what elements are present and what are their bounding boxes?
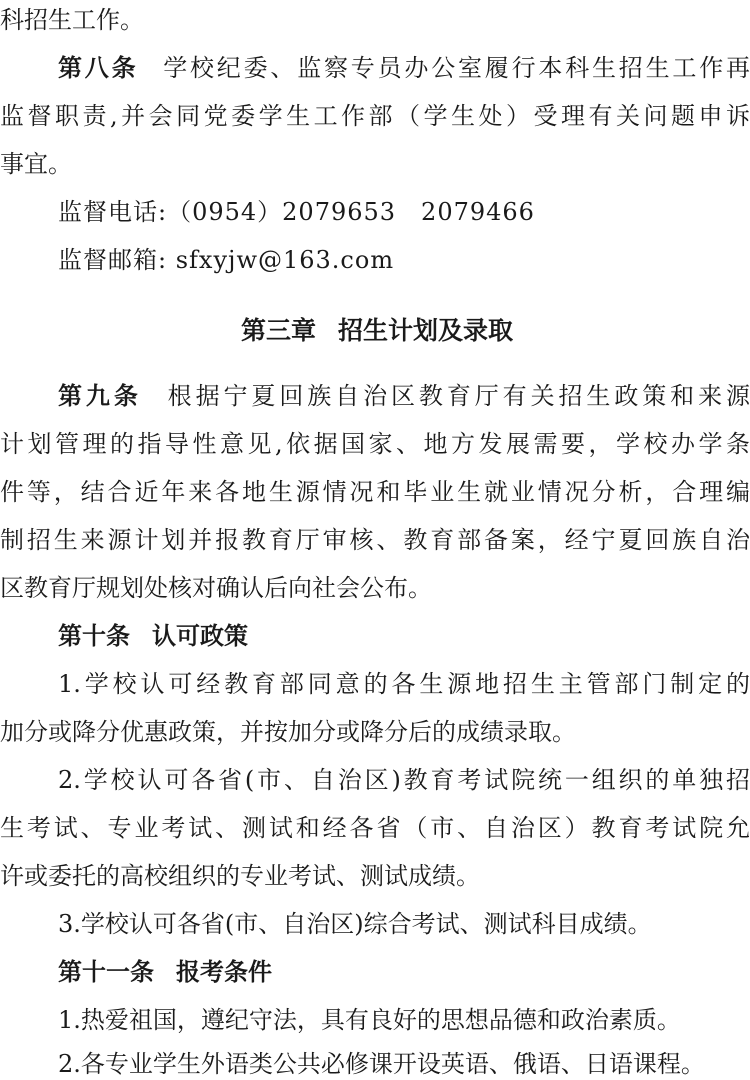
- article-8-heading: 第八条: [58, 54, 139, 82]
- text-line: 事宜。: [0, 150, 72, 178]
- article-9-heading: 第九条: [58, 382, 142, 410]
- article-8-paragraph: [58, 52, 750, 84]
- text-line: 生考试、专业考试、测试和经各省（市、自治区）教育考试院允: [0, 814, 750, 842]
- chapter-number: 第三章: [240, 316, 316, 345]
- text-line: 加分或降分优惠政策，并按加分或降分后的成绩录取。: [0, 718, 576, 746]
- text-line: 1.热爱祖国，遵纪守法，具有良好的思想品德和政治素质。: [58, 1006, 681, 1034]
- text-line: 件等，结合近年来各地生源情况和毕业生就业情况分析，合理编: [0, 478, 750, 506]
- article-10-heading: [58, 620, 750, 652]
- text-line: 制招生来源计划并报教育厅审核、教育部备案，经宁夏回族自治: [0, 526, 750, 554]
- article-9-paragraph: [58, 380, 750, 412]
- text-line: 学校纪委、监察专员办公室履行本科生招生工作再: [160, 54, 750, 82]
- text-line: 监督职责,并会同党委学生工作部（学生处）受理有关问题申诉: [0, 102, 750, 130]
- article-11-heading: [58, 956, 750, 988]
- text-line: 2.学校认可各省(市、自治区)教育考试院统一组织的单独招: [58, 766, 750, 794]
- text-line: 许或委托的高校组织的专业考试、测试成绩。: [0, 862, 480, 890]
- article-10-number: 第十条: [58, 622, 130, 650]
- supervision-email: 监督邮箱: sfxyjw@163.com: [58, 246, 395, 274]
- text-line: 3.学校认可各省(市、自治区)综合考试、测试科目成绩。: [58, 910, 652, 938]
- text-line: 科招生工作。: [0, 6, 144, 34]
- article-11-number: 第十一条: [58, 958, 154, 986]
- article-10-title: 认可政策: [152, 622, 248, 650]
- chapter-title: 招生计划及录取: [338, 316, 514, 345]
- text-line: 1.学校认可经教育部同意的各生源地招生主管部门制定的: [58, 670, 750, 698]
- text-line: 2.各专业学生外语类公共必修课开设英语、俄语、日语课程。: [58, 1050, 705, 1078]
- text-line: 区教育厅规划处核对确认后向社会公布。: [0, 574, 432, 602]
- text-line: 根据宁夏回族自治区教育厅有关招生政策和来源: [163, 382, 750, 410]
- text-line: 计划管理的指导性意见,依据国家、地方发展需要，学校办学条: [0, 430, 750, 458]
- chapter-heading: [0, 314, 750, 348]
- supervision-phone: 监督电话:（0954）2079653 2079466: [58, 198, 535, 226]
- article-11-title: 报考条件: [176, 958, 272, 986]
